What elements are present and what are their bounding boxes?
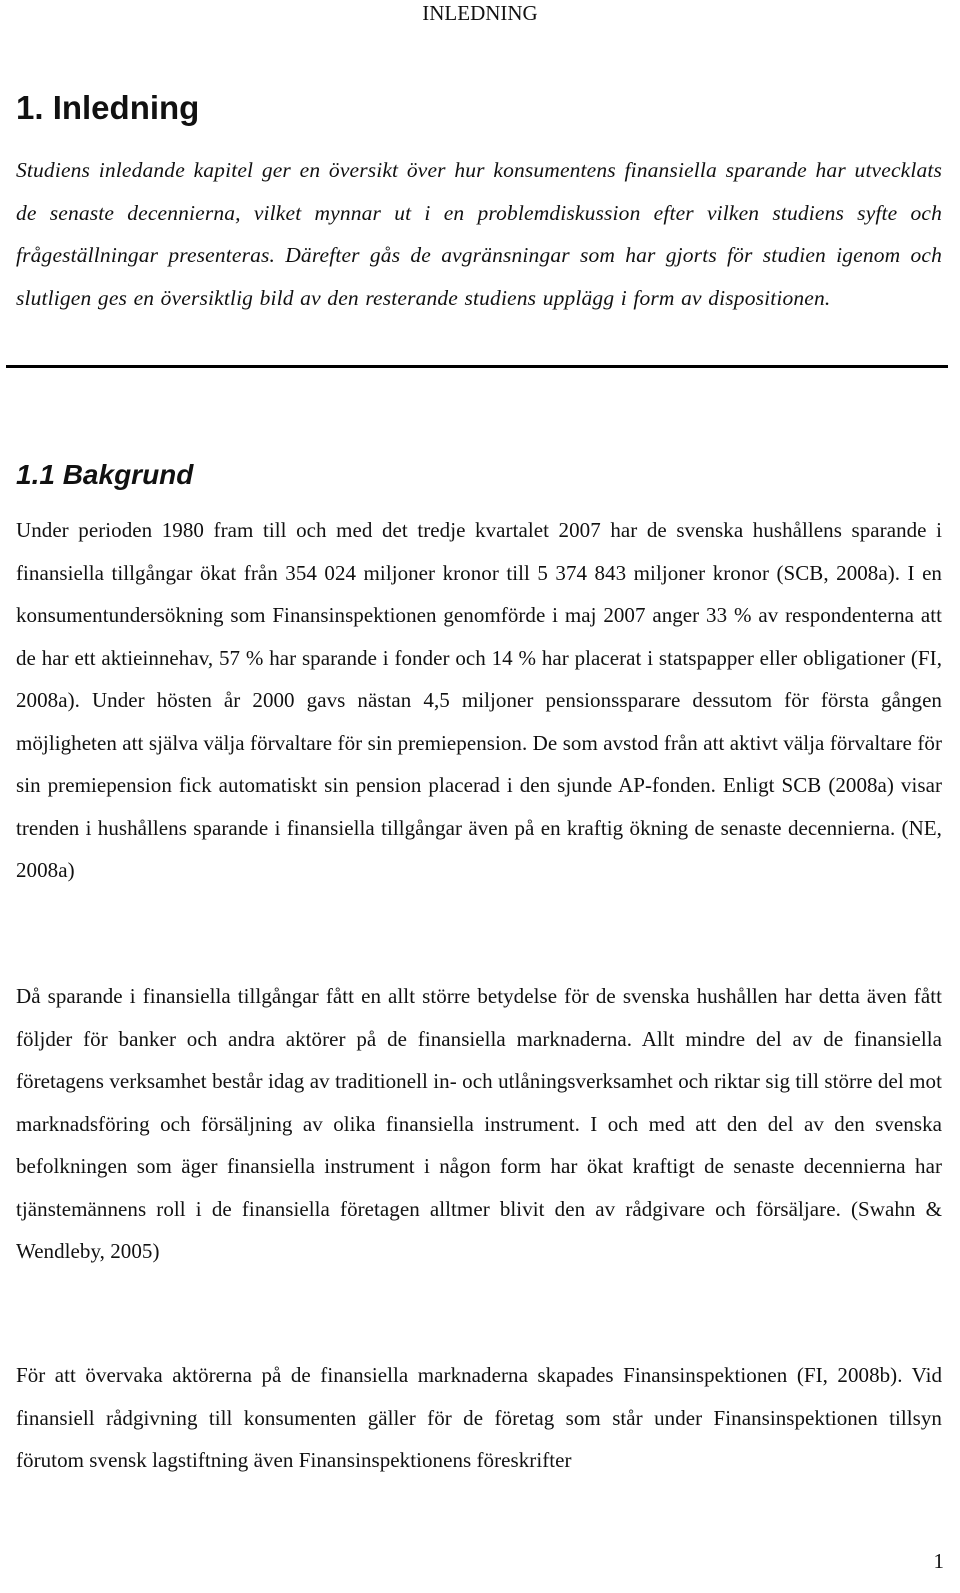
body-paragraph: Under perioden 1980 fram till och med det tredje kvartalet 2007 har de svenska hushållens sparande i finansiella tillgångar ökat från 354 024 miljoner kronor till 5 374 843 miljoner kronor (SCB, 2008a). I en konsumentundersökning som Finansinspektionen genomförde i maj 2007 anger 33 % av respondenterna att de har ett aktieinnehav, 57 % har sparande i fonder och 14 % har placerat i statspapper eller obligationer (FI, 2008a). Under hösten år 2000 gavs nästan 4,5 miljoner pensionssparare dessutom för första gången möjligheten att själva välja förvaltare för sin premiepension. De som avstod från att aktivt välja förvaltare för sin premiepension fick automatiskt sin pension placerad i den sjunde AP-fonden. Enligt SCB (2008a) visar trenden i hushållens sparande i finansiella tillgångar även på en kraftig ökning de senaste decennierna. (NE, 2008a) [16,518,942,882]
chapter-title: 1. Inledning [16,89,200,126]
page-number: 1 [933,1549,944,1573]
body-paragraph: För att övervaka aktörerna på de finansiella marknaderna skapades Finansinspektionen (FI, 2008b). Vid finansiell rådgivning till konsumenten gäller för de företag som står under Finansinspektionen tillsyn förutom svensk lagstiftning även Finansinspektionens föreskrifter [16,1363,942,1472]
running-header: INLEDNING [422,1,538,25]
body-paragraph: Då sparande i finansiella tillgångar fått en allt större betydelse för de svenska hushållen har detta även fått följder för banker och andra aktörer på de finansiella marknaderna. Allt mindre del av de finansiella företagens verksamhet består idag av traditionell in- och utlåningsverksamhet och riktar sig till större del mot marknadsföring och försäljning av olika finansiella instrument. I och med att den del av den svenska befolkningen som äger finansiella instrument i någon form har ökat kraftigt de senaste decennierna har tjänstemännens roll i de finansiella företagen alltmer blivit den av rådgivare och försäljare. (Swahn & Wendleby, 2005) [16,984,942,1263]
chapter-intro: Studiens inledande kapitel ger en översikt över hur konsumentens finansiella sparande har utvecklats de senaste decennierna, vilket mynnar ut i en problemdiskussion efter vilken studiens syfte och frågeställningar presenteras. Därefter gås de avgränsningar som har gjorts för studien igenom och slutligen ges en översiktlig bild av den resterande studiens upplägg i form av dispositionen. [16,158,942,310]
horizontal-rule [6,365,948,368]
section-title: 1.1 Bakgrund [16,459,194,490]
